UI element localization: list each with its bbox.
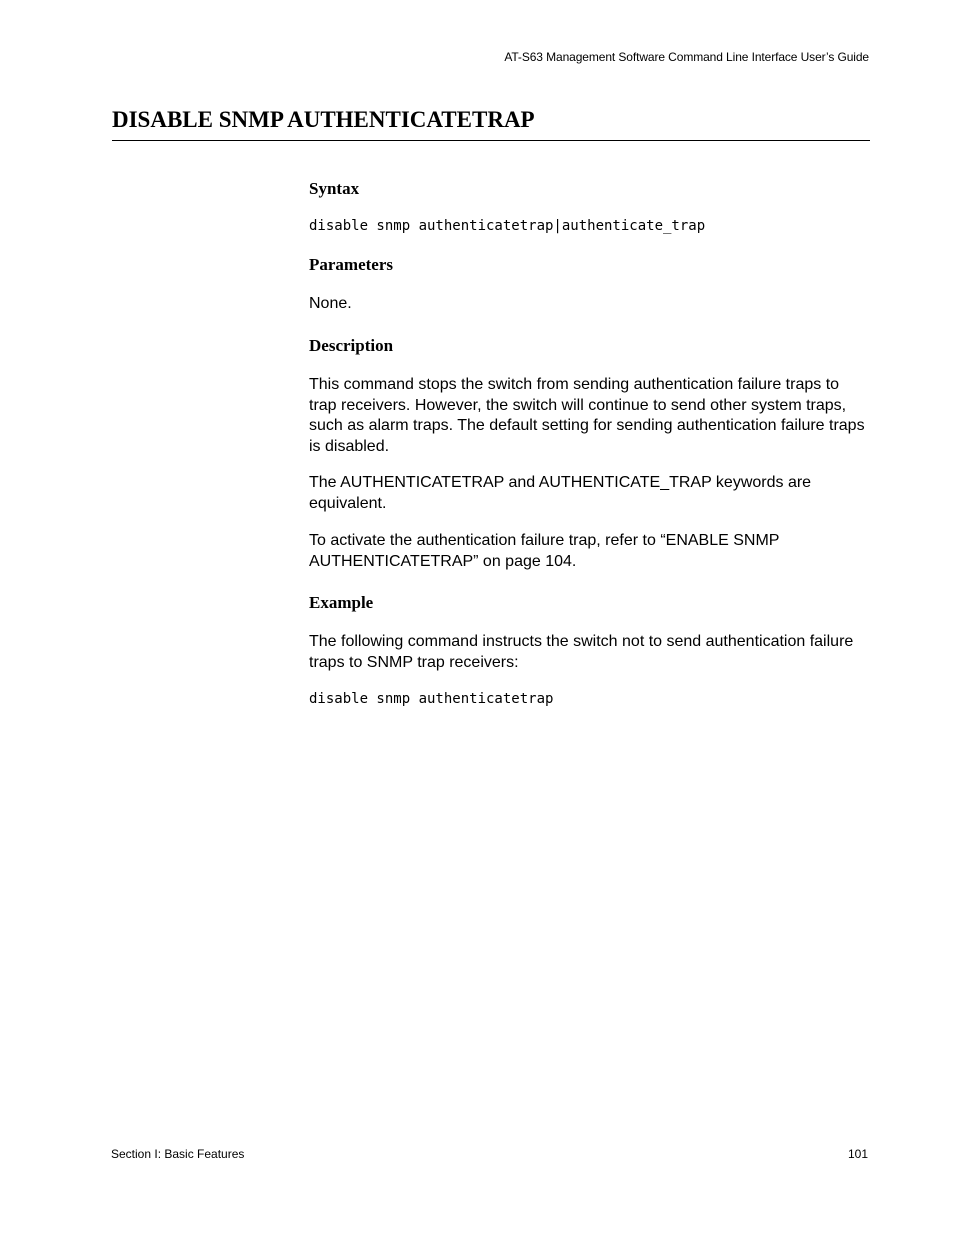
description-paragraph-3: To activate the authentication failure trap, refer to “ENABLE SNMP AUTHENTICATETRAP” on page 104. <box>309 532 780 570</box>
parameters-text: None. <box>309 295 352 312</box>
title-rule <box>112 140 870 141</box>
example-code: disable snmp authenticatetrap <box>309 691 554 707</box>
page-title: DISABLE SNMP AUTHENTICATETRAP <box>112 107 535 132</box>
footer-section: Section I: Basic Features <box>111 1147 245 1161</box>
example-text: The following command instructs the switch not to send authentication failure traps to SNMP trap receivers: <box>309 633 854 671</box>
parameters-heading: Parameters <box>309 255 394 274</box>
description-heading: Description <box>309 336 394 355</box>
example-heading: Example <box>309 593 374 612</box>
running-header: AT-S63 Management Software Command Line Interface User’s Guide <box>504 50 869 64</box>
description-paragraph-1: This command stops the switch from sending authentication failure traps to trap receivers. However, the switch will continue to send other system traps, such as alarm traps. The default setting for sending authentication failure traps is disabled. <box>309 376 865 455</box>
description-paragraph-2: The AUTHENTICATETRAP and AUTHENTICATE_TRAP keywords are equivalent. <box>309 474 812 512</box>
syntax-heading: Syntax <box>309 179 360 198</box>
syntax-code: disable snmp authenticatetrap|authenticate_trap <box>309 218 706 234</box>
footer-page-number: 101 <box>847 1147 868 1161</box>
